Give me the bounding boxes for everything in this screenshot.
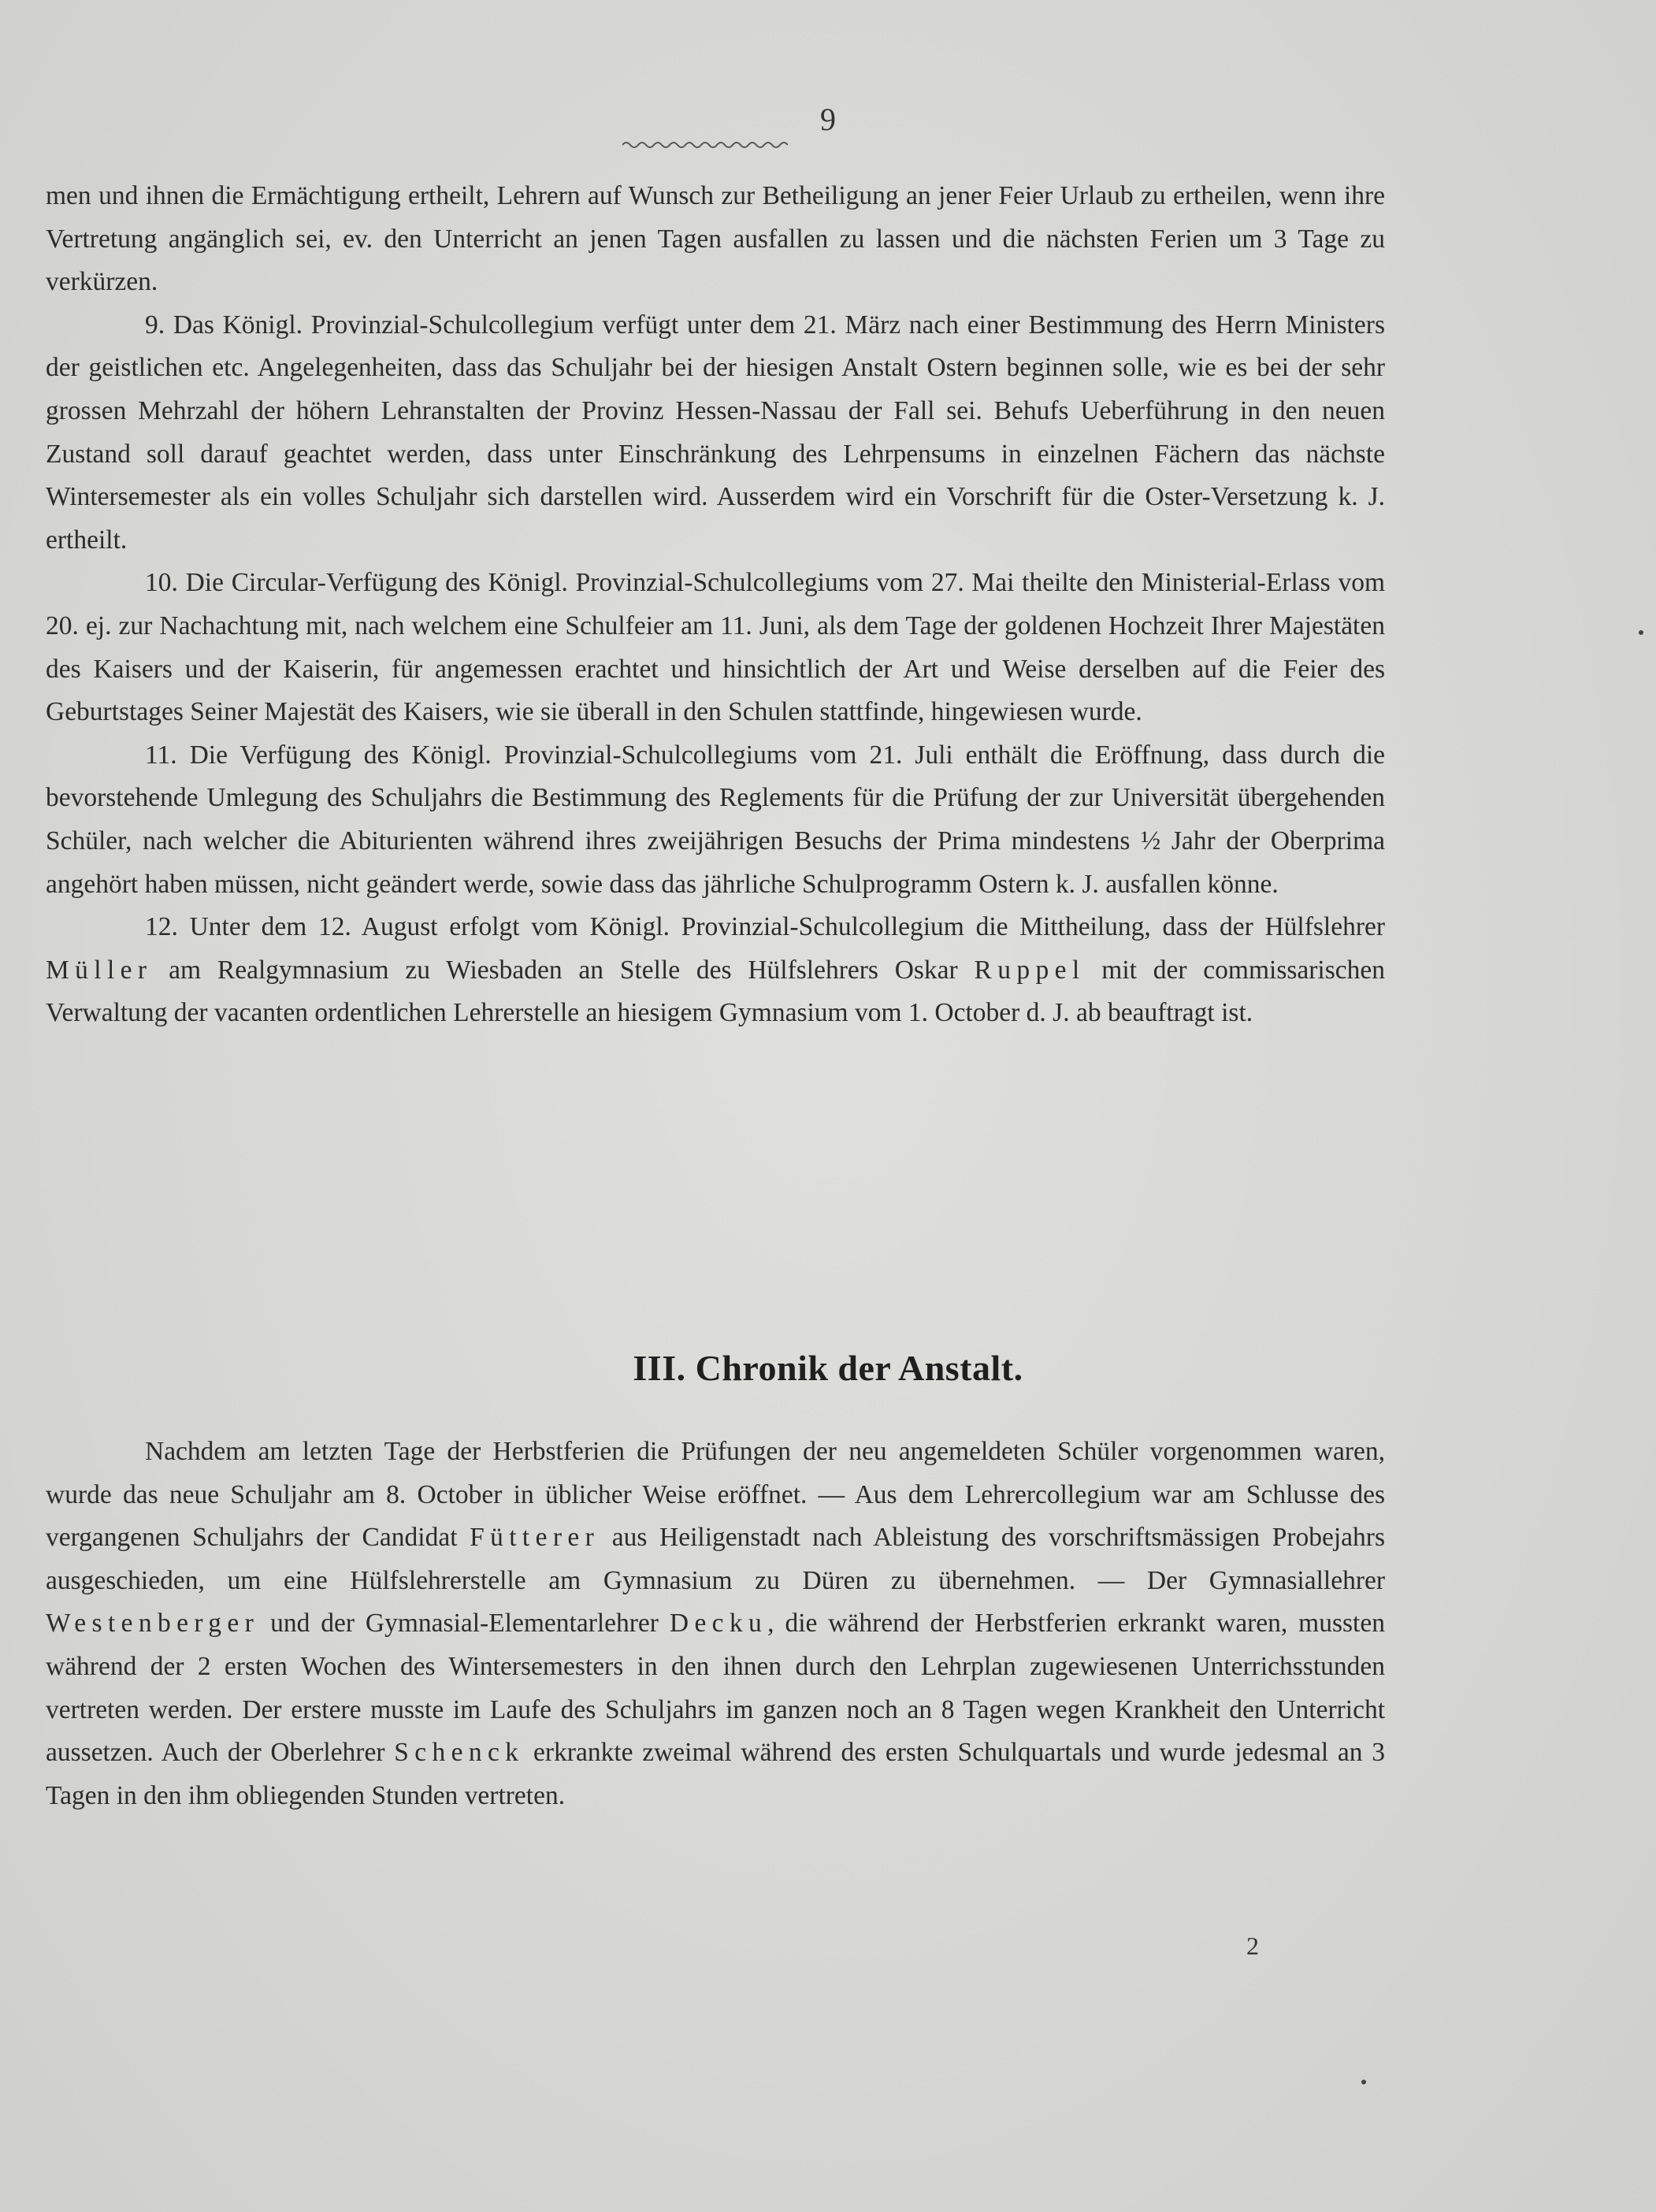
paragraph [46, 304, 1385, 562]
spaced-name: Müller [46, 955, 153, 985]
text-run: und der Gymnasial-Elementarlehrer [259, 1609, 670, 1639]
scan-speck [1639, 630, 1643, 635]
spaced-name: Schenck [394, 1738, 525, 1768]
text-run: erkrankte zweimal während des ersten Schulquartals und wurde jedesmal an 3 Tagen in den ihm obliegenden Stunden vertreten. [46, 1738, 1385, 1810]
text-run: aus Heiligenstadt nach Ableistung des vorschriftsmässigen Probejahrs ausgeschieden, um eine Hülfslehrerstelle am Gymnasium zu Düren zu übernehmen. — Der Gymnasiallehrer [46, 1523, 1385, 1595]
paragraph [46, 175, 1385, 304]
wavy-ornament-divider [622, 140, 788, 150]
paragraph [46, 562, 1385, 733]
decrees-text-block [46, 175, 1385, 1035]
text-run: am Realgymnasium zu Wiesbaden an Stelle des Hülfslehrers Oskar [152, 955, 975, 985]
paragraph [46, 734, 1385, 906]
spaced-name: Fütterer [470, 1523, 600, 1553]
text-run: men und ihnen die Ermächtigung ertheilt, Lehrern auf Wunsch zur Betheiligung an jener Feier Urlaub zu ertheilen, wenn ihre Vertretung angänglich sei, ev. den Unterricht an jenen Tagen ausfallen zu lassen und die nächsten Ferien um 3 Tage zu verkürzen. [46, 181, 1385, 297]
text-run: , die während der Herbstferien erkrankt waren, mussten während der 2 ersten Wochen des Wintersemesters in den ihnen durch den Lehrplan zugewiesenen Unterrichsstunden vertreten werden. Der erstere musste im Laufe des Schuljahrs im ganzen noch an 8 Tagen wegen Krankheit den Unterricht aussetzen. Auch der Oberlehrer [46, 1609, 1385, 1768]
page-number: 9 [820, 102, 836, 137]
text-run: 12. Unter dem 12. August erfolgt vom Königl. Provinzial-Schulcollegium die Mittheilung, dass der Hülfslehrer [145, 912, 1385, 942]
scan-speck [1361, 2080, 1366, 2084]
text-run: 11. Die Verfügung des Königl. Provinzial-Schulcollegiums vom 21. Juli enthält die Eröffnung, dass durch die bevorstehende Umlegung des Schuljahrs die Bestimmung des Reglements für die Prüfung der zur Universität übergehenden Schüler, nach welcher die Abiturienten während ihres zweijährigen Besuchs der Prima mindestens ½ Jahr der Oberprima angehört haben müssen, nicht geändert werde, sowie dass das jährliche Schulprogramm Ostern k. J. ausfallen könne. [46, 740, 1385, 899]
text-run: mit der commissarischen Verwaltung der vacanten ordentlichen Lehrerstelle an hiesigem Gymnasium vom 1. October d. J. ab beauftragt ist. [46, 955, 1386, 1028]
text-run: 10. Die Circular-Verfügung des Königl. Provinzial-Schulcollegiums vom 27. Mai theilte den Ministerial-Erlass vom 20. ej. zur Nachachtung mit, nach welchem eine Schulfeier am 11. Juni, als dem Tage der goldenen Hochzeit Ihrer Majestäten des Kaisers und der Kaiserin, für angemessen erachtet und hinsichtlich der Art und Weise derselben auf die Feier des Geburtstages Seiner Majestät des Kaisers, wie sie überall in den Schulen stattfinde, hingewiesen wurde. [46, 568, 1385, 727]
spaced-name: Westenberger [46, 1609, 260, 1639]
chronik-text-block [46, 1431, 1385, 1817]
paragraph [46, 906, 1385, 1035]
text-run: Nachdem am letzten Tage der Herbstferien die Prüfungen der neu angemeldeten Schüler vorgenommen waren, wurde das neue Schuljahr am 8. October in üblicher Weise eröffnet. — Aus dem Lehrercollegium war am Schlusse des vergangenen Schuljahrs der Candidat [46, 1437, 1385, 1553]
spaced-name: Decku [669, 1609, 768, 1639]
signature-mark: 2 [1246, 1932, 1259, 1960]
text-run: 9. Das Königl. Provinzial-Schulcollegium verfügt unter dem 21. März nach einer Bestimmung des Herrn Ministers der geistlichen etc. Angelegenheiten, dass das Schuljahr bei der hiesigen Anstalt Ostern beginnen solle, wie es bei der sehr grossen Mehrzahl der höhern Lehranstalten der Provinz Hessen-Nassau der Fall sei. Behufs Ueberführung in den neuen Zustand soll darauf geachtet werden, dass unter Einschränkung des Lehrpensums in einzelnen Fächern das nächste Wintersemester als ein volles Schuljahr sich darstellen wird. Ausserdem wird ein Vorschrift für die Oster-Versetzung k. J. ertheilt. [46, 310, 1385, 555]
section-heading: III. Chronik der Anstalt. [633, 1348, 1023, 1388]
paragraph [46, 1431, 1385, 1817]
spaced-name: Ruppel [974, 955, 1086, 985]
